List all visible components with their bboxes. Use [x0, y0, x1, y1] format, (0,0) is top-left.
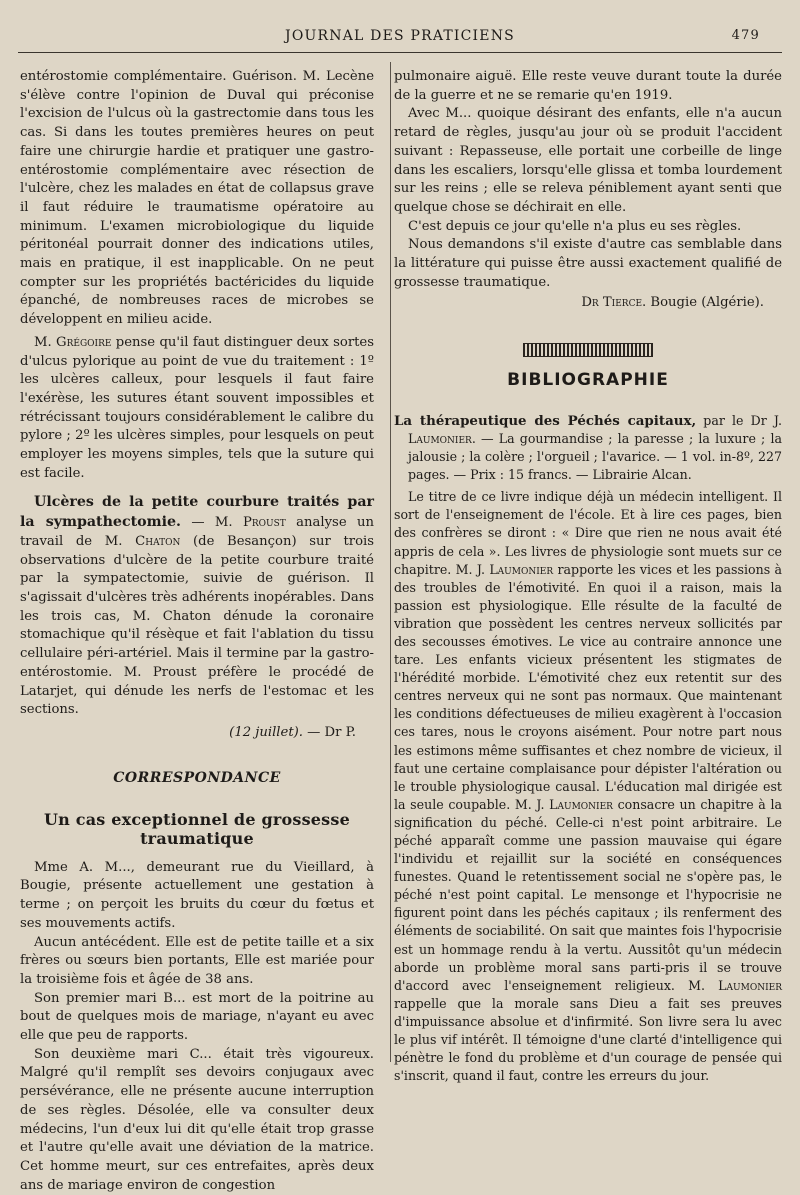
paragraph-gregoire-text: pense qu'il faut distinguer deux sortes d'ulcus pylorique au point de vue du traitement : 1º les ulcères calleux, pour lesquels il faut faire l'exérèse, les sutures étant souvent impossibles et rétrécissant toujours considérablement le calibre du pylore ; 2º les ulcères simples, pour lesquels on peut employer les moyens simples, tels que la suture qui est facile. [20, 334, 374, 481]
journal-title: JOURNAL DES PRATICIENS [285, 28, 515, 44]
column-divider [390, 62, 391, 1062]
review-author-2: Laumonier [549, 796, 613, 812]
book-author: Laumonier [408, 430, 472, 446]
page-number: 479 [731, 28, 760, 43]
paragraph-gregoire [20, 334, 374, 484]
paragraph-sympathectomie [20, 493, 374, 719]
book-details: . — La gourmandise ; la paresse ; la luxure ; la jalousie ; la colère ; l'orgueil ; l'avarice. — 1 vol. in-8º, 227 pages. — Prix : 15 francs. — Librairie Alcan. [408, 430, 782, 483]
section-title-correspondance: CORRESPONDANCE [113, 769, 281, 786]
paragraph-sympathectomie-text: (de Besançon) sur trois observations d'ulcère de la petite courbure traité par la sympatectomie, suivie de guérison. Il s'agissait d'ulcères très adhérents inopérables. Dans les trois cas, M. Chaton dénude la coronaire stomachique qu'il résèque et fait l'ablation du tissu cellulaire péri-artériel. Mais il termine par la gastro-entérostomie. M. Proust préfère le procédé de Latarjet, qui dénude les nerfs de l'estomac et les sections. [20, 533, 375, 718]
mid-text: analyse un travail de M. [20, 515, 374, 549]
book-reference [394, 412, 782, 484]
author-tierce: Dr Tierce. [581, 295, 647, 311]
signature-place: Bougie (Algérie). [646, 295, 764, 311]
author-chaton: Chaton [135, 533, 181, 549]
review-part-d: rappelle que la morale sans Dieu a fait ses preuves d'impuissance absolue et d'infirmité. Son livre sera lu avec le plus vif intérêt. Il témoigne d'une clarté d'intelligence qui pénètre le fond du problème et d'un courage de pensée qui s'inscrit, quand il faut, contre les erreurs du jour. [394, 995, 782, 1084]
case-paragraph-7: C'est depuis ce jour qu'elle n'a plus eu ses règles. [408, 218, 742, 234]
book-title: La thérapeutique des Péchés capitaux, [394, 412, 697, 429]
author-proust: Proust [243, 515, 286, 531]
review-author-3: Laumonier [718, 977, 782, 993]
case-paragraph-2: Aucun antécédent. Elle est de petite taille et a six frères ou sœurs bien portants, Elle est mariée pour la troisième fois et âgée de 38 ans. [20, 934, 374, 987]
biblio-entry [394, 412, 782, 484]
left-column [20, 68, 374, 1195]
review-part-c: consacre un chapitre à la signification du péché. Celle-ci n'est point arbitraire. Le péché apparaît comme une passion mauvaise qui égare l'individu et rejaillit sur la société en conséquences funestes. Quand le retentissement social ne s'opère pas, le péché n'est point capital. Le mensonge et l'hypocrisie ne figurent point dans les péchés capitaux ; ils renferment des éléments de sociabilité. On sait que maintes fois l'hypocrisie est un hommage rendu à la vertu. Aussitôt qu'un médecin aborde un problème moral sans parti-pris il se trouve d'accord avec l'enseignement religieux. M. [394, 796, 782, 993]
case-paragraph-6: Avec M... quoique désirant des enfants, elle n'a aucun retard de règles, jusqu'au jour où se produit l'accident suivant : Repasseuse, elle portait une corbeille de linge dans les escaliers, lorsqu'elle glissa et tomba lourdement sur les reins ; elle se releva péniblement ayant senti que quelque chose se déchirait en elle. [394, 106, 782, 215]
case-paragraph-8: Nous demandons s'il existe d'autre cas semblable dans la littérature qui puisse être aussi exactement qualifié de grossesse traumatique. [394, 237, 782, 290]
review-author-1: Laumonier [489, 561, 554, 577]
header-rule [18, 52, 782, 53]
book-review [394, 488, 782, 1085]
author-gregoire: M. Grégoire [34, 334, 112, 350]
dash-text: — M. [180, 515, 243, 531]
article-title-grossesse: Un cas exceptionnel de grossesse traumatique [44, 810, 350, 849]
book-by: par le Dr J. [696, 412, 783, 428]
signature-date-text: (12 juillet). [229, 724, 303, 740]
subsection-title-sympathectomie: Ulcères de la petite courbure traités par la sympathectomie. [20, 494, 374, 531]
case-paragraph-5: pulmonaire aiguë. Elle reste veuve durant toute la durée de la guerre et ne se remarie qu'en 1919. [394, 69, 782, 103]
page-header [0, 28, 800, 48]
paragraph-lecene: entérostomie complémentaire. Guérison. M. Lecène s'élève contre l'opinion de Duval qui préconise l'excision de l'ulcus où la gastrectomie dans tous les cas. Si dans les toutes premières heures on peut faire une chirurgie hardie et pratiquer une gastro-entérostomie complémentaire avec résection de l'ulcère, chez les malades en état de collapsus grave il faut réduire le traumatisme opératoire au minimum. L'examen microbiologique du liquide péritonéal pourrait donner des indications utiles, mais en pratique, il est inapplicable. On ne peut compter sur les propriétés bactéricides du liquide épanché, de nombreuses races de microbes se développent en milieu acide. [20, 69, 374, 328]
case-paragraph-4: Son deuxième mari C... était très vigoureux. Malgré qu'il remplît ses devoirs conjugaux avec persévérance, elle ne présente aucune interruption de ses règles. Désolée, elle va consulter deux médecins, l'un d'eux lui dit qu'elle était trop grasse et l'autre qu'elle avait une déviation de la matrice. Cet homme meurt, sur ces entrefaites, après deux ans de mariage environ de congestion [20, 1046, 374, 1193]
signature-author: — Dr P. [302, 724, 356, 740]
section-title-bibliographie: BIBLIOGRAPHIE [507, 370, 669, 391]
case-paragraph-3: Son premier mari B... est mort de la poitrine au bout de quelques mois de mariage, n'ayant eu avec elle que peu de rapports. [20, 990, 374, 1044]
review-part-a: Le titre de ce livre indique déjà un médecin intelligent. Il sort de l'enseignement de l'école. Et à lire ces pages, bien des confrères se diront : « Dire que rien ne nous avait été appris de cela ». Les livres de physiologie sont muets sur ce chapitre. M. J. [394, 489, 782, 577]
case-paragraph-1: Mme A. M..., demeurant rue du Vieillard, à Bougie, présente actuellement une gestation à terme ; on perçoit les bruits du cœur du fœtus et ses mouvements actifs. [20, 859, 374, 931]
section-ornament [523, 343, 653, 357]
signature-date [20, 724, 374, 743]
case-signature [394, 294, 782, 313]
review-part-b: rapporte les vices et les passions à des troubles de l'émotivité. En quoi il a raison, mais la passion est physiologique. Elle résulte de la faculté de vibration que possèdent les centres nerveux sollicités par des secousses émotives. Le vice au contraire annonce une tare. Les enfants vicieux présentent les stigmates de l'hérédité morbide. L'émotivité chez eux retentit sur des centres nerveux qui ne sont pas normaux. Que maintenant les conditions défectueuses de milieu exagèrent à l'occasion ces tares, nous le croyons aisément. Pour notre part nous les estimons même suffisantes et chez nombre de vicieux, il faut une certaine complaisance pour dépister l'altération ou le trouble physiologique causal. L'éducation mal dirigée est la seule coupable. M. J. [394, 561, 783, 812]
right-column [394, 68, 782, 1085]
